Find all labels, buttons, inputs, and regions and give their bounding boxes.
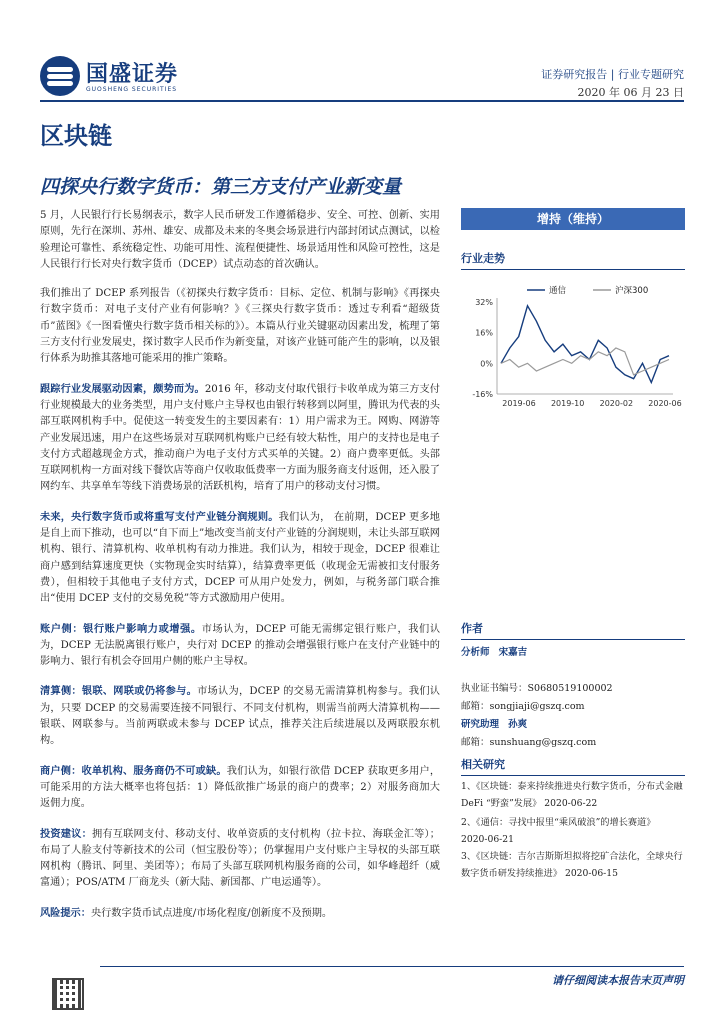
report-date: 2020 年 06 月 23 日 <box>577 86 684 99</box>
email-line-analyst <box>461 698 585 712</box>
email-line-assistant <box>461 734 596 748</box>
paragraph-text: 2016 年，移动支付取代银行卡收单成为第三方支付行业规模最大的业务类型，用户支付账户主导权也由银行转移到以阿里，腾讯为代表的头部互联网机构手中。促使这一转变发生的主要因素有：1）用户需求为王。网购、网游等产业发展迅速，用户在这些场景对互联网机构账户已经有较大粘性，用户的支持也是电子支付方式超越现金方式，推动商户为电子支付方式买单的关键。2）商户费率更低。头部互联网机构一方面对线下餐饮店等商户仅收取低费率一方面为服务商支付返佣，还入股了网约车、共享单车等线下消费场景的活跃机构，培育了用户的移动支付习惯。 <box>40 383 440 493</box>
header-divider <box>40 100 684 102</box>
paragraph-text: 我们认为， 在前期，DCEP 更多地是自上而下推动，也可以“自下而上”地改变当前支付产业链的分润规则，未让头部互联网机构、银行、清算机构、收单机构有动力推进。我们认为，相较于现金，DCEP 很难让商户感到结算速度更快（实物现金实时结算），结算费率更低（收现金无需被扣支付服务费），但相较于其他电子支付方式，DCEP 可从用户处发力，例如，与税务部门联合推出“使用 DCEP 支付的交易免税”等方式激励用户使用。 <box>40 511 440 605</box>
email-label: 邮箱： <box>461 701 490 712</box>
logo-mark-icon <box>40 56 80 96</box>
y-tick-label: 0% <box>480 359 493 369</box>
report-title: 四探央行数字货币：第三方支付产业新变量 <box>40 176 402 198</box>
footer-divider <box>100 966 684 967</box>
paragraph-heading: 风险提示： <box>40 906 91 919</box>
related-item[interactable] <box>461 778 685 812</box>
paragraph-risk <box>40 905 440 922</box>
paragraph-clearing <box>40 683 440 749</box>
cert-label: 执业证书编号： <box>461 683 528 694</box>
related-date: 2020-06-22 <box>544 798 598 809</box>
sidebar <box>461 208 685 879</box>
y-tick-label: 16% <box>475 328 493 338</box>
paragraph-heading: 投资建议： <box>40 827 92 840</box>
related-item[interactable] <box>461 848 685 882</box>
analyst-label: 分析师 <box>461 647 490 658</box>
analyst-email[interactable]: songjiaji@gszq.com <box>489 701 585 712</box>
trend-heading: 行业走势 <box>461 250 685 270</box>
paragraph-heading: 账户侧：银行账户影响力或增强。 <box>40 622 202 635</box>
related-date: 2020-06-15 <box>564 868 618 879</box>
paragraph-drivers <box>40 381 440 496</box>
rating-badge: 增持（维持） <box>461 208 685 230</box>
legend-label: 通信 <box>549 286 567 296</box>
assistant-email[interactable]: sunshuang@gszq.com <box>489 737 597 748</box>
related-text: 2、《通信：寻找中报里“乘风破浪”的增长赛道》 <box>461 817 656 828</box>
assistant-line <box>461 716 527 730</box>
paragraph-heading: 跟踪行业发展驱动因素，颇势而为。 <box>40 382 205 395</box>
paragraph-text: 市场认为，DCEP 的交易无需清算机构参与。我们认为，只要 DCEP 的交易需要连接不同银行、不同支付机构，则需当前两大清算机构——银联、网联参与。当前两联或未参与 DCEP 试点，推荐关注后续进展以及两联股东机构。 <box>40 686 440 747</box>
paragraph-series: 我们推出了 DCEP 系列报告（《初探央行数字货币：目标、定位、机制与影响》《再探央行数字货币：对电子支付产业有何影响？》《三探央行数字货币：透过专利看“超级货币”蓝图》《一图看懂央行数字货币相关标的》）。本篇从行业关键驱动因素出发，梳理了第三方支付行业发展史，探讨数字人民币作为新变量，对该产业链可能产生的影响，以及银行体系为助推其落地可能采用的推广策略。 <box>40 288 440 365</box>
paragraph-intro: 5 月，人民银行行长易纲表示，数字人民币研发工作遵循稳步、安全、可控、创新、实用原则，先行在深圳、苏州、雄安、成都及未来的冬奥会场景进行内部封闭试点测试，以检验理论可靠性、系统稳定性、功能可用性、流程便捷性、场景适用性和风险可控性，这是人民银行行长对央行数字货币（DCEP）试点动态的首次确认。 <box>40 210 440 270</box>
related-item[interactable] <box>461 814 685 848</box>
paragraph-investment <box>40 826 440 892</box>
industry-trend-chart <box>461 282 685 412</box>
paragraph-text: 拥有互联网支付、移动支付、收单资质的支付机构（拉卡拉、海联金汇等）；布局了人脸支付等新技术的公司（恒宝股份等）；仍掌握用户支付账户主导权的头部互联网机构（腾讯、阿里、美团等）；布局了头部互联网机构服务商的公司，如华峰超纤（威富通）；POS/ATM 厂商龙头（新大陆、新国都、广电运通等）。 <box>40 828 440 889</box>
series-line-1 <box>501 348 669 375</box>
x-tick-label: 2020-06 <box>648 399 682 408</box>
section-title: 区块链 <box>40 122 112 150</box>
report-type: 证券研究报告 | 行业专题研究 <box>541 68 684 81</box>
assistant-label: 研究助理 <box>461 719 500 730</box>
paragraph-account <box>40 621 440 671</box>
y-tick-label: 32% <box>475 298 493 307</box>
y-tick-label: -16% <box>472 390 493 399</box>
logo-name: 国盛证券 <box>86 62 179 87</box>
paragraph-heading: 清算侧：银联、网联或仍将参与。 <box>40 685 198 698</box>
footer-disclaimer: 请仔细阅读本报告末页声明 <box>552 974 684 987</box>
logo-english: GUOSHENG SECURITIES <box>86 86 178 93</box>
legend-label: 沪深300 <box>615 286 649 296</box>
paragraph-future <box>40 509 440 608</box>
related-text: 1、《区块链：泰来持续推进央行数字货币，分布式金融 DeFi “野蛮”发展》 <box>461 781 683 809</box>
related-heading: 相关研究 <box>461 756 685 776</box>
analyst-line <box>461 644 527 658</box>
report-body <box>40 208 440 935</box>
x-tick-label: 2019-06 <box>502 399 536 408</box>
authors-heading: 作者 <box>461 620 685 640</box>
paragraph-text: 我们认为，如银行欲借 DCEP 获取更多用户，可能采用的方法大概率也将包括：1）降低欲推广场景的商户的费率；2）对服务商加大返佣力度。 <box>40 765 441 810</box>
cert-number: S0680519100002 <box>527 683 613 694</box>
paragraph-text: 央行数字货币试点进度/市场化程度/创新度不及预期。 <box>90 907 333 919</box>
related-text: 3、《区块链：吉尔吉斯斯坦拟将挖矿合法化，全球央行数字货币研发持续推进》 <box>461 851 683 879</box>
analyst-name: 宋嘉吉 <box>498 647 528 658</box>
paragraph-heading: 未来，央行数字货币或将重写支付产业链分润规则。 <box>40 510 279 523</box>
x-tick-label: 2019-10 <box>550 399 585 408</box>
paragraph-merchant <box>40 763 440 813</box>
paragraph-heading: 商户侧：收单机构、服务商仍不可或缺。 <box>40 764 227 777</box>
cert-line <box>461 680 613 694</box>
company-logo <box>40 52 200 102</box>
x-tick-label: 2020-02 <box>599 399 634 408</box>
related-date: 2020-06-21 <box>461 834 514 845</box>
email-label: 邮箱： <box>461 737 490 748</box>
paragraph-text: 市场认为，DCEP 可能无需绑定银行账户，我们认为，DCEP 无法脱离银行账户，央行对 DCEP 的推动会增强银行账户在支付产业链中的影响力、银行有机会夺回用户侧的账户主导权。 <box>40 623 441 668</box>
assistant-name: 孙爽 <box>508 719 528 730</box>
qr-code <box>52 978 84 1010</box>
